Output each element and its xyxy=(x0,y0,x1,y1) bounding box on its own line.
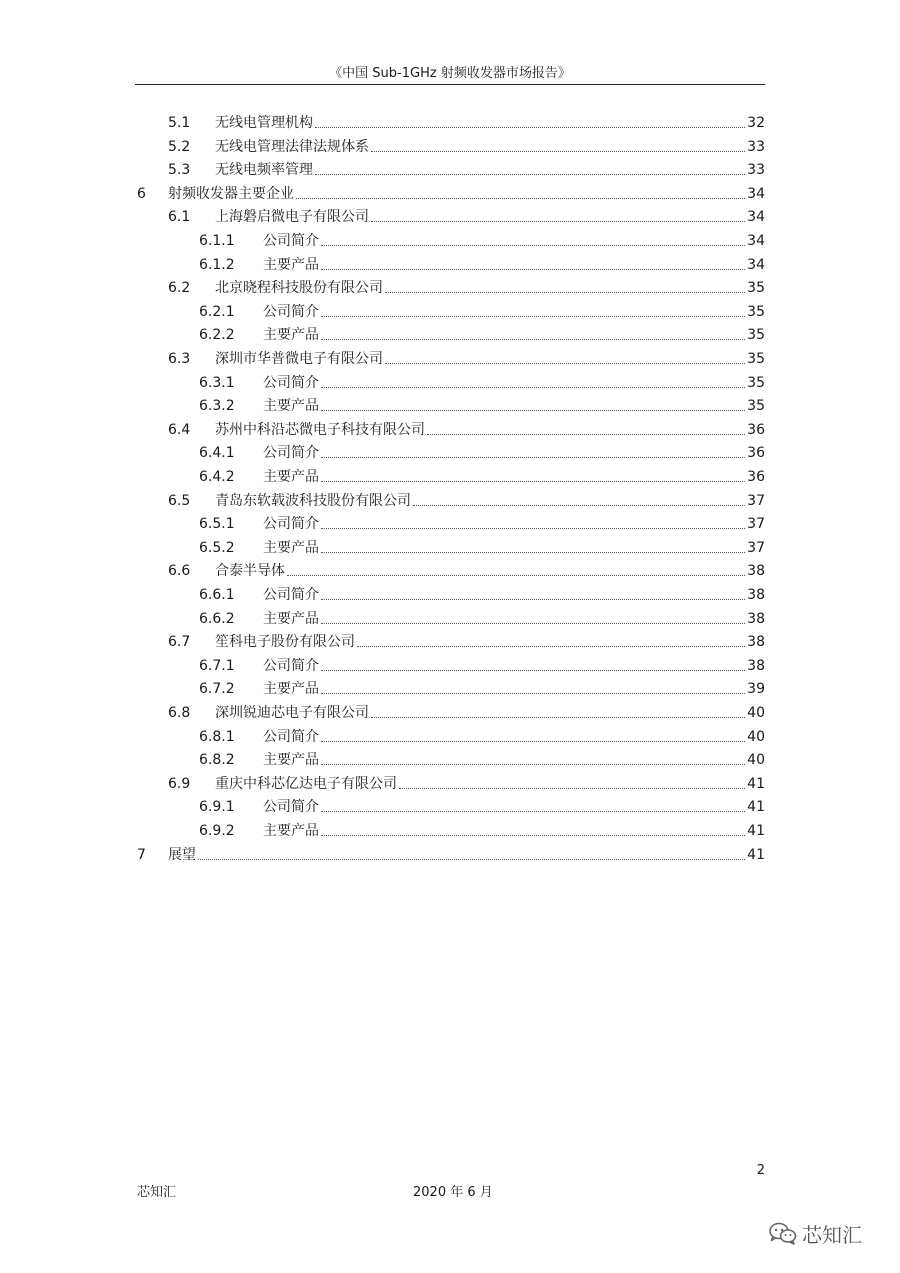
toc-entry xyxy=(199,228,765,251)
toc-entry xyxy=(199,676,765,699)
toc-entry-title: 笙科电子股份有限公司 xyxy=(215,634,355,651)
toc-entry-title: 上海磐启微电子有限公司 xyxy=(215,209,369,226)
toc-entry-title: 主要产品 xyxy=(263,823,319,839)
toc-entry xyxy=(168,488,765,511)
toc-dot-leader xyxy=(321,244,745,246)
toc-entry-title: 主要产品 xyxy=(263,681,319,698)
toc-entry-page: 41 xyxy=(747,799,765,816)
toc-entry-number: 6.5.2 xyxy=(199,539,235,556)
toc-entry xyxy=(199,511,765,534)
toc-entry-number: 6.9.2 xyxy=(199,823,235,839)
toc-entry-title: 公司简介 xyxy=(263,516,319,533)
toc-entry-page: 35 xyxy=(747,280,765,297)
header-divider xyxy=(135,84,765,85)
toc-entry xyxy=(168,417,765,440)
toc-entry-number: 6.8.2 xyxy=(199,752,235,769)
toc-entry-page: 40 xyxy=(747,728,765,745)
watermark xyxy=(768,1219,862,1247)
toc-dot-leader xyxy=(413,504,745,506)
toc-entry-number: 6.7.1 xyxy=(199,657,235,674)
toc-entry-page: 35 xyxy=(747,303,765,320)
toc-entry xyxy=(199,582,765,605)
toc-entry xyxy=(137,181,765,204)
toc-entry-page: 37 xyxy=(747,539,765,556)
watermark-text: 芯知汇 xyxy=(802,1222,862,1247)
toc-dot-leader xyxy=(321,669,745,671)
toc-dot-leader xyxy=(399,787,745,789)
toc-dot-leader xyxy=(371,716,745,718)
toc-entry xyxy=(199,252,765,275)
toc-entry-title: 深圳锐迪芯电子有限公司 xyxy=(215,705,369,721)
page-number: 2 xyxy=(756,1163,765,1178)
toc-entry-page: 40 xyxy=(747,705,765,721)
toc-entry-page: 38 xyxy=(747,587,765,603)
toc-entry-number: 6.6.1 xyxy=(199,587,235,603)
toc-entry-title: 展望 xyxy=(168,846,196,863)
toc-entry-number: 6.1.1 xyxy=(199,233,235,249)
toc-entry-page: 37 xyxy=(747,492,765,509)
toc-entry xyxy=(199,393,765,416)
toc-dot-leader xyxy=(321,622,745,624)
toc-entry-page: 38 xyxy=(747,610,765,627)
toc-entry-page: 41 xyxy=(747,823,765,839)
toc-entry-title: 公司简介 xyxy=(263,657,319,674)
toc-entry-number: 6.4.1 xyxy=(199,445,235,462)
toc-entry-title: 深圳市华普微电子有限公司 xyxy=(215,351,383,367)
toc-entry-page: 38 xyxy=(747,563,765,580)
toc-dot-leader xyxy=(321,551,745,553)
toc-dot-leader xyxy=(321,386,745,388)
toc-entry-number: 6.7.2 xyxy=(199,681,235,698)
toc-entry-number: 6.3.2 xyxy=(199,398,235,415)
toc-entry-number: 5.2 xyxy=(168,138,191,155)
toc-entry-page: 35 xyxy=(747,351,765,367)
toc-entry-page: 36 xyxy=(747,421,765,438)
footer-organization: 芯知汇 xyxy=(137,1185,177,1200)
toc-entry-number: 6.6.2 xyxy=(199,610,235,627)
toc-dot-leader xyxy=(321,409,745,411)
toc-dot-leader xyxy=(427,433,745,435)
toc-entry-title: 苏州中科沿芯微电子科技有限公司 xyxy=(215,421,425,438)
toc-entry-number: 7 xyxy=(137,846,146,863)
toc-dot-leader xyxy=(321,480,745,482)
toc-entry-page: 35 xyxy=(747,327,765,344)
toc-dot-leader xyxy=(315,126,745,128)
toc-dot-leader xyxy=(321,338,745,340)
toc-entry-page: 41 xyxy=(747,846,765,863)
toc-entry-number: 5.1 xyxy=(168,115,191,131)
toc-entry-number: 6.2.2 xyxy=(199,327,235,344)
toc-dot-leader xyxy=(315,173,745,175)
toc-entry-number: 6.5 xyxy=(168,492,191,509)
toc-entry-page: 38 xyxy=(747,634,765,651)
toc-dot-leader xyxy=(321,763,745,765)
toc-dot-leader xyxy=(321,527,745,529)
toc-entry-number: 6.4 xyxy=(168,421,191,438)
toc-entry-page: 33 xyxy=(747,138,765,155)
toc-entry-title: 合泰半导体 xyxy=(215,563,285,580)
toc-entry-title: 无线电频率管理 xyxy=(215,162,313,179)
toc-dot-leader xyxy=(321,598,745,600)
toc-entry xyxy=(199,818,765,841)
toc-dot-leader xyxy=(321,268,745,270)
toc-entry-number: 6.3 xyxy=(168,351,191,367)
toc-entry-title: 公司简介 xyxy=(263,728,319,745)
toc-entry xyxy=(199,464,765,487)
toc-entry-page: 35 xyxy=(747,398,765,415)
toc-entry xyxy=(199,322,765,345)
toc-entry xyxy=(199,794,765,817)
toc-entry-title: 公司简介 xyxy=(263,799,319,816)
toc-entry xyxy=(199,747,765,770)
toc-entry xyxy=(168,629,765,652)
toc-entry xyxy=(168,700,765,723)
toc-entry-number: 6.5.1 xyxy=(199,516,235,533)
toc-entry-number: 6.1.2 xyxy=(199,256,235,273)
toc-entry-title: 主要产品 xyxy=(263,539,319,556)
toc-entry-title: 无线电管理机构 xyxy=(215,115,313,131)
toc-dot-leader xyxy=(357,645,745,647)
toc-dot-leader xyxy=(385,362,745,364)
toc-entry xyxy=(199,370,765,393)
toc-dot-leader xyxy=(385,291,745,293)
toc-entry-number: 6.3.1 xyxy=(199,374,235,391)
toc-entry-page: 34 xyxy=(747,233,765,249)
toc-entry xyxy=(199,606,765,629)
toc-entry-title: 公司简介 xyxy=(263,303,319,320)
toc-dot-leader xyxy=(296,197,745,199)
toc-entry-title: 公司简介 xyxy=(263,587,319,603)
toc-entry xyxy=(168,346,765,369)
toc-entry-page: 35 xyxy=(747,374,765,391)
page-header-title: 《中国 Sub-1GHz 射频收发器市场报告》 xyxy=(329,66,571,81)
toc-entry-number: 6.2 xyxy=(168,280,191,297)
toc-dot-leader xyxy=(287,574,745,576)
toc-entry xyxy=(168,157,765,180)
toc-entry xyxy=(199,535,765,558)
toc-entry xyxy=(199,440,765,463)
toc-entry-title: 主要产品 xyxy=(263,469,319,485)
toc-entry-number: 6.4.2 xyxy=(199,469,235,485)
toc-entry-number: 5.3 xyxy=(168,162,191,179)
footer-date: 2020 年 6 月 xyxy=(413,1185,493,1200)
toc-entry-title: 无线电管理法律法规体系 xyxy=(215,138,369,155)
toc-entry-title: 公司简介 xyxy=(263,445,319,462)
toc-entry-page: 36 xyxy=(747,469,765,485)
toc-entry-page: 41 xyxy=(747,775,765,792)
toc-entry xyxy=(168,275,765,298)
toc-entry-title: 射频收发器主要企业 xyxy=(168,185,294,202)
toc-dot-leader xyxy=(371,220,745,222)
toc-entry-number: 6.9 xyxy=(168,775,191,792)
toc-entry-title: 主要产品 xyxy=(263,752,319,769)
toc-entry-number: 6.9.1 xyxy=(199,799,235,816)
toc-entry xyxy=(137,842,765,865)
toc-entry-title: 主要产品 xyxy=(263,327,319,344)
toc-entry-page: 39 xyxy=(747,681,765,698)
toc-dot-leader xyxy=(198,858,745,860)
wechat-icon xyxy=(768,1221,798,1245)
toc-entry-title: 公司简介 xyxy=(263,233,319,249)
toc-entry-page: 33 xyxy=(747,162,765,179)
toc-dot-leader xyxy=(321,692,745,694)
toc-entry xyxy=(168,558,765,581)
toc-entry-page: 34 xyxy=(747,256,765,273)
toc-entry-page: 37 xyxy=(747,516,765,533)
toc-dot-leader xyxy=(321,456,745,458)
toc-entry-title: 重庆中科芯亿达电子有限公司 xyxy=(215,775,397,792)
toc-entry-page: 38 xyxy=(747,657,765,674)
toc-entry-number: 6.2.1 xyxy=(199,303,235,320)
toc-entry-title: 主要产品 xyxy=(263,398,319,415)
toc-entry-page: 32 xyxy=(747,115,765,131)
toc-dot-leader xyxy=(321,834,745,836)
toc-entry-title: 主要产品 xyxy=(263,610,319,627)
toc-entry xyxy=(168,134,765,157)
toc-entry-page: 34 xyxy=(747,185,765,202)
toc-dot-leader xyxy=(321,810,745,812)
toc-entry xyxy=(168,771,765,794)
toc-entry-number: 6 xyxy=(137,185,146,202)
toc-dot-leader xyxy=(321,740,745,742)
toc-entry-title: 青岛东软载波科技股份有限公司 xyxy=(215,492,411,509)
toc-entry-page: 34 xyxy=(747,209,765,226)
toc-entry-title: 北京晓程科技股份有限公司 xyxy=(215,280,383,297)
toc-entry-number: 6.1 xyxy=(168,209,191,226)
toc-entry-number: 6.8 xyxy=(168,705,191,721)
toc-entry-number: 6.7 xyxy=(168,634,191,651)
toc-dot-leader xyxy=(321,315,745,317)
toc-entry xyxy=(168,110,765,133)
toc-entry xyxy=(199,724,765,747)
toc-entry-page: 36 xyxy=(747,445,765,462)
toc-dot-leader xyxy=(371,150,745,152)
toc-entry-title: 主要产品 xyxy=(263,256,319,273)
toc-entry-number: 6.8.1 xyxy=(199,728,235,745)
toc-entry xyxy=(199,299,765,322)
toc-entry-page: 40 xyxy=(747,752,765,769)
toc-entry-number: 6.6 xyxy=(168,563,191,580)
toc-entry xyxy=(199,653,765,676)
toc-entry xyxy=(168,204,765,227)
toc-entry-title: 公司简介 xyxy=(263,374,319,391)
